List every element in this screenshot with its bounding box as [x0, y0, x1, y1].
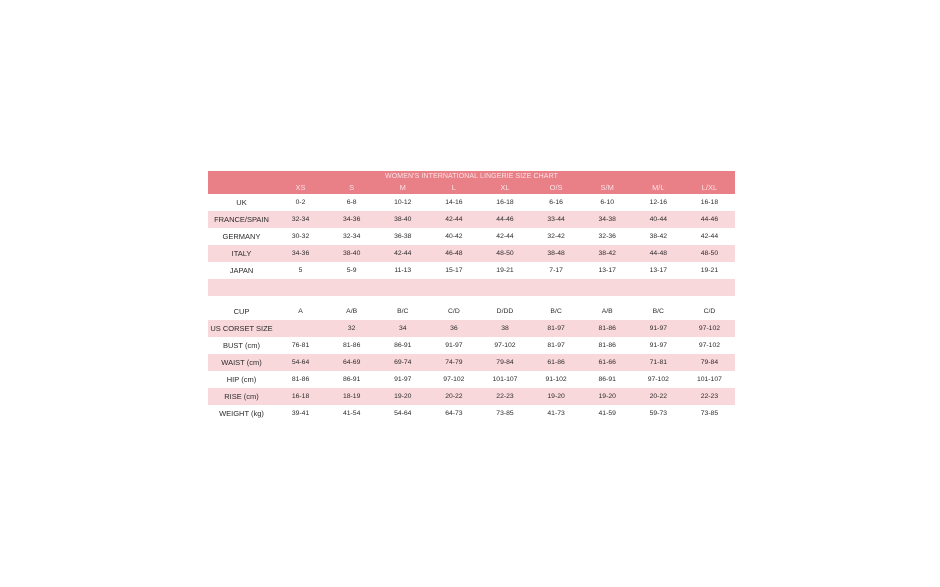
- table-cell: 0-2: [295, 199, 306, 206]
- table-cell: 6-8: [346, 199, 357, 206]
- table-cell: 91-97: [649, 325, 668, 332]
- row-label: RISE (cm): [224, 392, 259, 401]
- table-cell: 48-50: [700, 250, 719, 257]
- table-cell: 101-107: [492, 376, 518, 383]
- table-cell: 32-36: [598, 233, 616, 240]
- table-cell: 16-18: [291, 393, 310, 400]
- size-header-cell: XL: [500, 183, 510, 192]
- table-row: [208, 371, 735, 388]
- table-row: [208, 337, 735, 354]
- header-corner-cell: [208, 182, 275, 194]
- table-row: [208, 211, 735, 228]
- table-cell: 74-79: [445, 359, 463, 366]
- table-cell: 64-69: [342, 359, 361, 366]
- row-label: JAPAN: [229, 266, 254, 275]
- table-cell: [275, 320, 326, 337]
- table-cell: 46-48: [445, 250, 463, 257]
- table-cell: 91-97: [445, 342, 463, 349]
- table-cell: 36: [450, 325, 458, 332]
- row-label: ITALY: [231, 249, 252, 258]
- row-label: US CORSET SIZE: [210, 324, 273, 333]
- table-cell: 19-21: [496, 267, 514, 274]
- table-cell: 41-59: [598, 410, 616, 417]
- table-cell: 38-40: [394, 216, 412, 223]
- table-cell: 91-102: [545, 376, 567, 383]
- table-row: [208, 245, 735, 262]
- table-cell: 86-91: [598, 376, 616, 383]
- table-cell: 97-102: [698, 325, 721, 332]
- table-cell: 12-16: [649, 199, 668, 206]
- table-row: [208, 405, 735, 422]
- table-cell: 97-102: [494, 342, 516, 349]
- table-cell: 34-36: [291, 250, 310, 257]
- table-cell: 61-66: [598, 359, 616, 366]
- table-row: [208, 303, 735, 320]
- size-chart: [208, 171, 735, 422]
- table-cell: 5: [298, 267, 303, 274]
- table-cell: 79-84: [700, 359, 719, 366]
- size-header-cell: O/S: [549, 183, 563, 192]
- table-cell: B/C: [397, 308, 409, 315]
- table-cell: 40-44: [649, 216, 668, 223]
- table-cell: 42-44: [700, 233, 719, 240]
- section-spacer: [208, 279, 735, 296]
- top-rows-group: [208, 194, 735, 279]
- table-cell: 19-20: [394, 393, 412, 400]
- table-cell: 69-74: [394, 359, 412, 366]
- size-header-cell: M: [399, 183, 406, 192]
- table-cell: 10-12: [394, 199, 412, 206]
- table-cell: 13-17: [649, 267, 668, 274]
- table-cell: B/C: [652, 308, 664, 315]
- table-cell: 20-22: [649, 393, 668, 400]
- table-cell: 81-97: [547, 325, 565, 332]
- table-cell: 81-97: [547, 342, 565, 349]
- size-header-cell: M/L: [652, 183, 665, 192]
- table-cell: 34-38: [598, 216, 616, 223]
- table-cell: 33-44: [547, 216, 565, 223]
- table-cell: 34-36: [342, 216, 361, 223]
- table-cell: 19-20: [547, 393, 565, 400]
- table-row: [208, 354, 735, 371]
- table-cell: 32-34: [342, 233, 361, 240]
- bottom-rows-group: [208, 303, 735, 422]
- table-cell: D/DD: [496, 308, 514, 315]
- table-cell: B/C: [550, 308, 562, 315]
- table-row: [208, 194, 735, 211]
- row-label: HIP (cm): [226, 375, 257, 384]
- table-cell: 64-73: [445, 410, 463, 417]
- table-cell: 39-41: [291, 410, 310, 417]
- table-cell: 22-23: [700, 393, 719, 400]
- table-cell: 38: [501, 325, 509, 332]
- table-cell: A/B: [346, 308, 358, 315]
- table-cell: 86-91: [342, 376, 361, 383]
- table-cell: 5-9: [346, 267, 357, 274]
- table-cell: 44-46: [700, 216, 719, 223]
- size-header-cell: S: [349, 183, 355, 192]
- row-label: FRANCE/SPAIN: [214, 215, 269, 224]
- table-cell: 97-102: [443, 376, 465, 383]
- row-label: BUST (cm): [223, 341, 260, 350]
- row-label: GERMANY: [222, 232, 261, 241]
- table-cell: 76-81: [291, 342, 310, 349]
- table-cell: 11-13: [394, 267, 412, 274]
- size-header-cell: L: [451, 183, 456, 192]
- table-cell: 41-73: [547, 410, 565, 417]
- table-cell: 44-46: [496, 216, 514, 223]
- table-cell: 34: [398, 325, 407, 332]
- table-cell: 36-38: [394, 233, 412, 240]
- table-cell: 32: [347, 325, 356, 332]
- table-cell: 18-19: [342, 393, 361, 400]
- table-cell: 16-18: [496, 199, 514, 206]
- table-cell: 44-48: [649, 250, 668, 257]
- table-cell: 97-102: [698, 342, 721, 349]
- table-cell: 16-18: [700, 199, 719, 206]
- table-cell: 40-42: [445, 233, 463, 240]
- table-cell: 38-40: [342, 250, 361, 257]
- table-cell: 6-10: [600, 199, 615, 206]
- table-cell: 6-16: [549, 199, 563, 206]
- table-cell: C/D: [703, 308, 716, 315]
- size-header-cell: L/XL: [701, 183, 718, 192]
- table-cell: 73-85: [700, 410, 719, 417]
- section-gap: [208, 296, 735, 303]
- table-cell: 79-84: [496, 359, 514, 366]
- table-cell: 42-44: [394, 250, 412, 257]
- row-label: UK: [236, 198, 247, 207]
- size-header-cell: XS: [295, 183, 306, 192]
- table-cell: 91-97: [649, 342, 668, 349]
- table-cell: 20-22: [445, 393, 463, 400]
- table-cell: 101-107: [696, 376, 722, 383]
- row-label: WEIGHT (kg): [219, 409, 264, 418]
- table-cell: 54-64: [291, 359, 310, 366]
- table-cell: 7-17: [549, 267, 563, 274]
- table-row: [208, 262, 735, 279]
- table-cell: 38-42: [649, 233, 668, 240]
- table-cell: 71-81: [649, 359, 668, 366]
- table-cell: 32-34: [291, 216, 310, 223]
- table-cell: 59-73: [649, 410, 668, 417]
- table-cell: A/B: [601, 308, 613, 315]
- table-cell: C/D: [448, 308, 460, 315]
- table-row: [208, 320, 735, 337]
- table-cell: 32-42: [547, 233, 565, 240]
- table-cell: 81-86: [342, 342, 361, 349]
- table-cell: 91-97: [394, 376, 412, 383]
- chart-title: WOMEN'S INTERNATIONAL LINGERIE SIZE CHART: [208, 171, 735, 182]
- row-label: CUP: [233, 307, 250, 316]
- table-cell: 30-32: [291, 233, 310, 240]
- table-cell: 81-86: [598, 325, 616, 332]
- table-cell: 15-17: [445, 267, 463, 274]
- table-cell: 42-44: [496, 233, 514, 240]
- table-cell: 19-20: [598, 393, 616, 400]
- table-cell: 13-17: [598, 267, 616, 274]
- table-cell: 19-21: [700, 267, 719, 274]
- table-cell: A: [298, 308, 303, 315]
- table-cell: 48-50: [496, 250, 514, 257]
- table-row: [208, 388, 735, 405]
- table-cell: 61-86: [547, 359, 565, 366]
- size-header-row: [208, 182, 735, 194]
- row-label: WAIST (cm): [221, 358, 262, 367]
- size-header-cell: S/M: [600, 183, 614, 192]
- table-cell: 22-23: [496, 393, 514, 400]
- table-cell: 14-16: [445, 199, 463, 206]
- table-cell: 41-54: [342, 410, 361, 417]
- table-cell: 81-86: [598, 342, 616, 349]
- table-cell: 81-86: [291, 376, 310, 383]
- table-cell: 54-64: [394, 410, 412, 417]
- table-cell: 73-85: [496, 410, 514, 417]
- table-row: [208, 228, 735, 245]
- table-cell: 38-42: [598, 250, 616, 257]
- table-cell: 38-48: [547, 250, 565, 257]
- table-cell: 86-91: [394, 342, 412, 349]
- table-cell: 42-44: [445, 216, 463, 223]
- table-cell: 97-102: [647, 376, 669, 383]
